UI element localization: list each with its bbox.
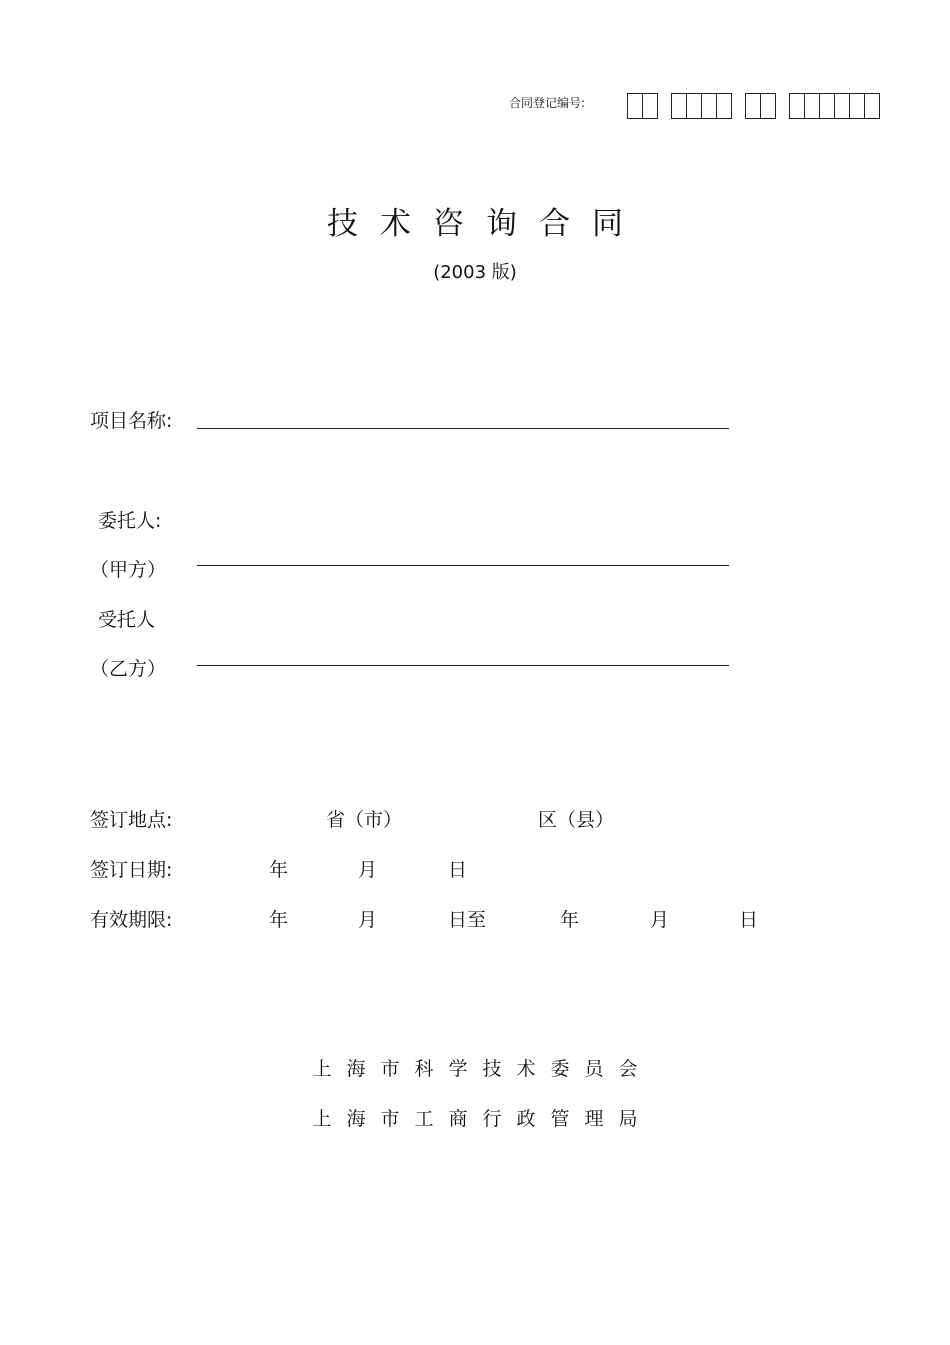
signing-month-label: 月 — [358, 859, 378, 881]
validity-end-day-label: 日 — [739, 909, 759, 931]
registration-digit-box[interactable] — [643, 94, 657, 118]
issuer-science-commission: 上海市科学技术委员会 — [312, 1058, 653, 1080]
signing-year-label: 年 — [269, 859, 289, 881]
project-name-label: 项目名称: — [90, 410, 173, 432]
registration-digit-box[interactable] — [702, 94, 717, 118]
consultant-label: 受托人 — [98, 609, 156, 631]
registration-digit-box[interactable] — [820, 94, 835, 118]
party-b-label: （乙方） — [90, 658, 167, 680]
registration-box-group[interactable] — [745, 93, 776, 119]
registration-box-group[interactable] — [627, 93, 658, 119]
signing-place-label: 签订地点: — [90, 809, 173, 831]
registration-digit-box[interactable] — [687, 94, 702, 118]
document-edition: (2003 版) — [433, 262, 517, 283]
registration-number-label: 合同登记编号: — [509, 96, 586, 110]
registration-digit-box[interactable] — [865, 94, 879, 118]
registration-digit-box[interactable] — [805, 94, 820, 118]
validity-start-day-label: 日至 — [448, 909, 487, 931]
party-a-label: （甲方） — [90, 559, 167, 581]
validity-period-label: 有效期限: — [90, 909, 173, 931]
registration-digit-box[interactable] — [835, 94, 850, 118]
registration-box-group[interactable] — [671, 93, 732, 119]
province-label: 省（市） — [326, 809, 403, 831]
party-b-field[interactable] — [197, 665, 729, 666]
signing-day-label: 日 — [448, 859, 468, 881]
validity-end-month-label: 月 — [650, 909, 670, 931]
registration-number-boxes[interactable] — [627, 93, 880, 119]
registration-digit-box[interactable] — [672, 94, 687, 118]
validity-end-year-label: 年 — [560, 909, 580, 931]
validity-start-month-label: 月 — [358, 909, 378, 931]
registration-digit-box[interactable] — [717, 94, 731, 118]
client-label: 委托人: — [98, 510, 162, 532]
registration-digit-box[interactable] — [761, 94, 775, 118]
issuer-commerce-bureau: 上海市工商行政管理局 — [312, 1108, 653, 1130]
registration-digit-box[interactable] — [850, 94, 865, 118]
project-name-field[interactable] — [197, 428, 729, 429]
registration-box-group[interactable] — [789, 93, 880, 119]
signing-date-label: 签订日期: — [90, 859, 173, 881]
registration-digit-box[interactable] — [790, 94, 805, 118]
registration-digit-box[interactable] — [628, 94, 643, 118]
party-a-field[interactable] — [197, 565, 729, 566]
validity-start-year-label: 年 — [269, 909, 289, 931]
district-label: 区（县） — [538, 809, 615, 831]
registration-digit-box[interactable] — [746, 94, 761, 118]
document-title: 技术咨询合同 — [327, 206, 645, 242]
